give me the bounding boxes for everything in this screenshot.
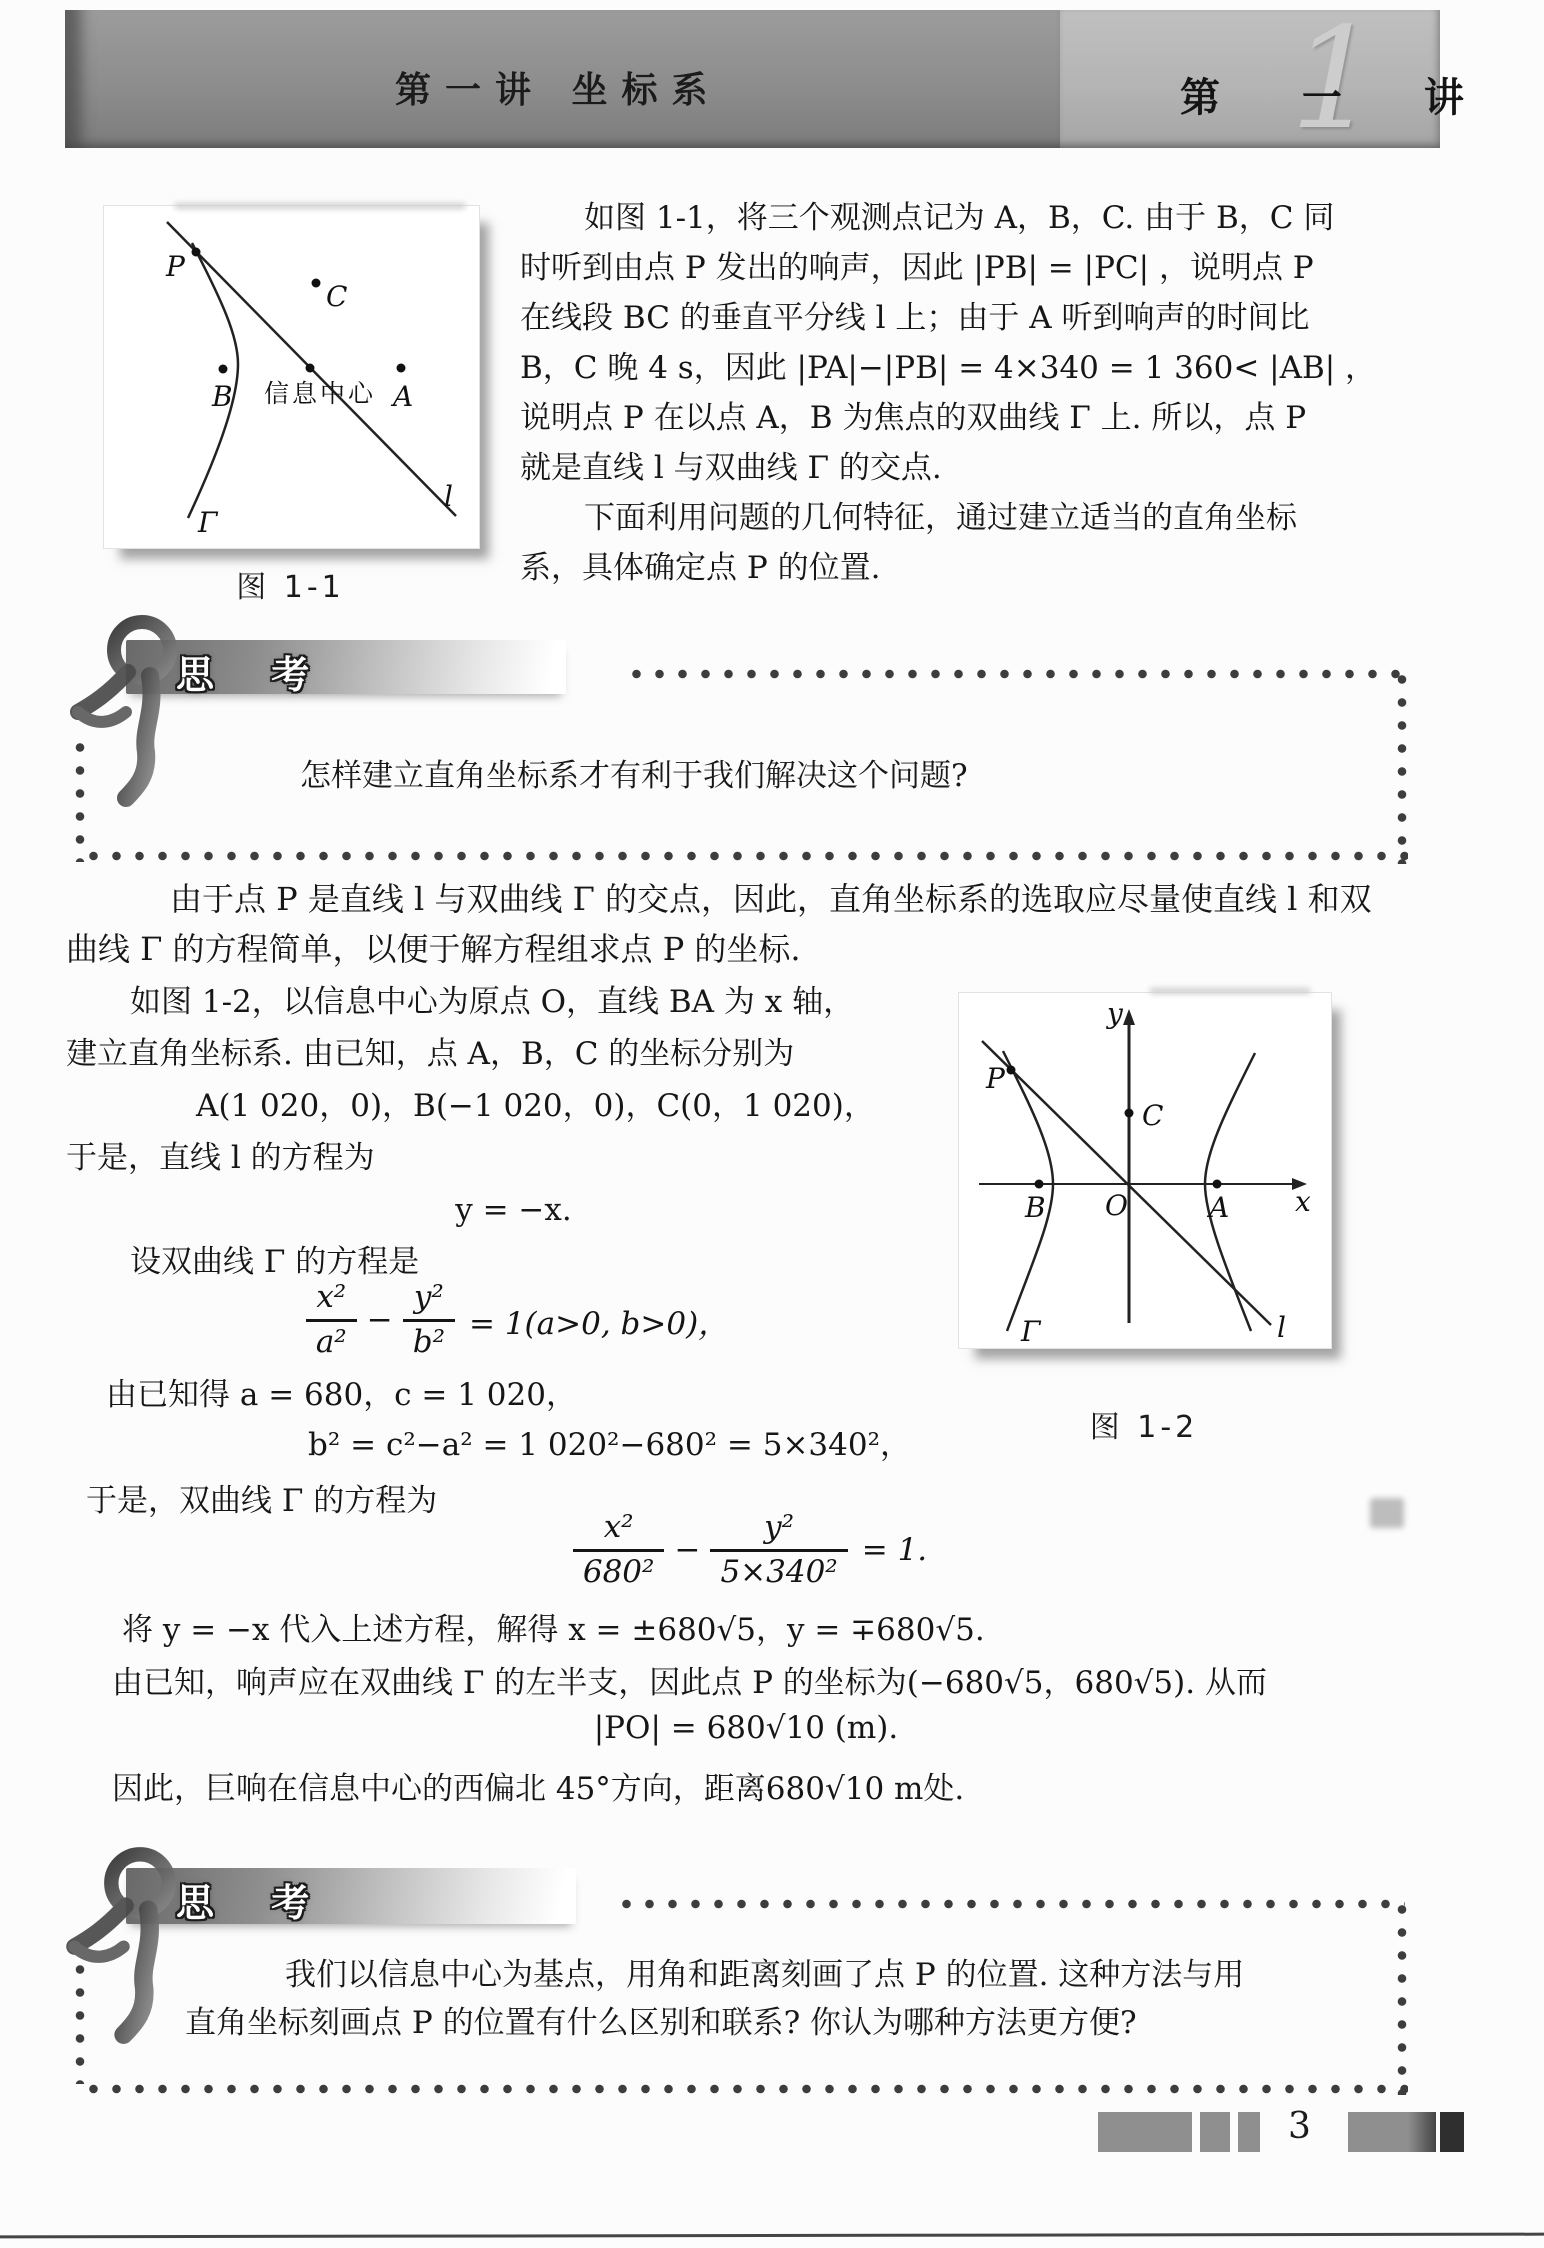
text-line: 如图 1-1，将三个观测点记为 A，B，C. 由于 B，C 同 bbox=[584, 200, 1335, 236]
page-number: 3 bbox=[1288, 2106, 1311, 2147]
key-icon bbox=[62, 608, 262, 808]
fig1-point-b bbox=[219, 365, 228, 374]
think1-question: 怎样建立直角坐标系才有利于我们解决这个问题? bbox=[300, 758, 968, 794]
think1-border-right bbox=[1396, 668, 1408, 864]
fig1-label-a: A bbox=[393, 380, 414, 413]
math-line-po-distance: |PO| = 680√10 (m). bbox=[593, 1710, 899, 1746]
fig1-label-p: P bbox=[166, 250, 185, 283]
footer-block bbox=[1348, 2112, 1436, 2152]
fig2-y-arrow bbox=[1123, 1009, 1135, 1025]
fig2-label-o: O bbox=[1105, 1189, 1128, 1222]
fig2-label-p: P bbox=[986, 1062, 1005, 1095]
footer-block bbox=[1098, 2112, 1192, 2152]
math-line-thus: 于是，双曲线 Γ 的方程为 bbox=[86, 1483, 438, 1519]
fig1-point-a bbox=[397, 364, 406, 373]
fig2-point-c bbox=[1125, 1109, 1134, 1118]
math-line-given: 由已知得 a = 680，c = 1 020， bbox=[106, 1377, 577, 1413]
scan-edge-line bbox=[0, 2233, 1544, 2239]
text-line: 在线段 BC 的垂直平分线 l 上；由于 A 听到响声的时间比 bbox=[520, 300, 1310, 336]
text-line: 设双曲线 Γ 的方程是 bbox=[130, 1244, 420, 1280]
figure-1-1 bbox=[103, 205, 480, 549]
header-right-tab bbox=[1060, 0, 1498, 161]
text-line: 由于点 P 是直线 l 与双曲线 Γ 的交点，因此，直角坐标系的选取应尽量使直线 l 和双 bbox=[170, 880, 1372, 918]
figure-1-2-drawing bbox=[959, 993, 1331, 1348]
fig2-label-l: l bbox=[1277, 1311, 1286, 1344]
scan-smudge bbox=[175, 203, 465, 209]
footer-block bbox=[1440, 2112, 1464, 2152]
body-paragraph-2 bbox=[66, 976, 961, 1288]
figure-1-1-drawing bbox=[104, 206, 479, 548]
chapter-tab-label: 第 一 讲 bbox=[1180, 75, 1498, 121]
think2-line-2: 直角坐标刻画点 P 的位置有什么区别和联系? 你认为哪种方法更方便? bbox=[185, 2005, 1137, 2041]
figure-1-2-caption: 图 1-2 bbox=[1089, 1410, 1199, 1445]
fig2-point-b bbox=[1035, 1180, 1044, 1189]
fig2-label-c: C bbox=[1142, 1099, 1164, 1132]
think2-line-1: 我们以信息中心为基点，用角和距离刻画了点 P 的位置. 这种方法与用 bbox=[285, 1957, 1245, 1993]
header-left-band bbox=[65, 10, 1060, 148]
fig1-point-center bbox=[306, 364, 315, 373]
text-line: 如图 1-2，以信息中心为原点 O，直线 BA 为 x 轴， bbox=[130, 984, 855, 1020]
fraction: $\frac{\text{x²}}{\text{a²}}$ bbox=[306, 1280, 357, 1360]
chapter-title: 第一讲 坐标系 bbox=[395, 70, 722, 111]
text-line: A(1 020，0)，B(−1 020，0)，C(0，1 020)， bbox=[196, 1088, 875, 1124]
math-line-branch: 由已知，响声应在双曲线 Γ 的左半支，因此点 P 的坐标为(−680√5，680√5). 从而 bbox=[112, 1665, 1267, 1701]
figure-1-2 bbox=[958, 992, 1332, 1349]
think2-border-right bbox=[1396, 1898, 1408, 2095]
fig2-label-x: x bbox=[1295, 1185, 1311, 1218]
fig1-label-gamma: Γ bbox=[198, 506, 218, 539]
figure-1-1-caption: 图 1-1 bbox=[236, 570, 345, 605]
fraction: $\frac{\text{x²}}{\text{680²}}$ bbox=[573, 1510, 665, 1590]
fig1-point-p bbox=[192, 248, 201, 257]
think2-border-bottom bbox=[82, 2083, 1408, 2095]
text-line: 时听到由点 P 发出的响声，因此 |PB| = |PC| ，说明点 P bbox=[520, 250, 1314, 286]
fig1-point-c bbox=[312, 279, 321, 288]
fig2-label-y: y bbox=[1107, 997, 1123, 1030]
chapter-numeral: 1 bbox=[1290, 0, 1380, 161]
text-line: 曲线 Γ 的方程简单，以便于解方程组求点 P 的坐标. bbox=[66, 930, 801, 968]
math-line-conclusion: 因此，巨响在信息中心的西偏北 45°方向，距离680√10 m处. bbox=[112, 1771, 965, 1807]
fraction: $\frac{\text{y²}}{\text{5×340²}}$ bbox=[710, 1510, 847, 1590]
text-line: 就是直线 l 与双曲线 Γ 的交点. bbox=[520, 450, 942, 486]
fig2-point-p bbox=[1007, 1066, 1016, 1075]
math-line-b-squared: b² = c²−a² = 1 020²−680² = 5×340²， bbox=[308, 1427, 912, 1463]
text-line: 说明点 P 在以点 A，B 为焦点的双曲线 Γ 上. 所以，点 P bbox=[520, 400, 1307, 436]
fig2-label-b: B bbox=[1025, 1191, 1046, 1224]
fig2-label-a: A bbox=[1209, 1191, 1230, 1224]
fig1-label-center: 信息中心 bbox=[263, 379, 377, 408]
think1-label: 思 考 bbox=[176, 653, 332, 697]
equation-gamma-general: $\frac{\text{x²}}{\text{a²}}$ − $\frac{\text{y²}}{\text{b²}}$ = 1(a>0, b>0)， bbox=[66, 1278, 961, 1362]
fraction: $\frac{\text{y²}}{\text{b²}}$ bbox=[403, 1280, 455, 1360]
text-line: y = −x. bbox=[455, 1192, 572, 1228]
fig2-point-a bbox=[1213, 1180, 1222, 1189]
think1-border-top bbox=[625, 668, 1405, 680]
fig1-label-l: l bbox=[444, 480, 453, 513]
footer-block bbox=[1238, 2112, 1260, 2152]
fig1-label-b: B bbox=[212, 380, 233, 413]
footer-block bbox=[1200, 2112, 1230, 2152]
intro-paragraph bbox=[520, 193, 1510, 593]
text-line: 于是，直线 l 的方程为 bbox=[66, 1140, 375, 1176]
equation-gamma-specific: $\frac{\text{x²}}{\text{680²}}$ − $\frac{\text{y²}}{\text{5×340²}}$ = 1. bbox=[66, 1508, 1426, 1592]
text-line: 系，具体确定点 P 的位置. bbox=[520, 550, 881, 586]
body-paragraph-1 bbox=[66, 874, 1496, 974]
text-line: B，C 晚 4 s，因此 |PA|−|PB| = 4×340 = 1 360< |AB| ， bbox=[520, 350, 1377, 386]
think1-border-bottom bbox=[82, 850, 1408, 862]
header-bar bbox=[65, 0, 1498, 161]
think2-border-top bbox=[615, 1898, 1405, 1910]
think2-label: 思 考 bbox=[176, 1881, 332, 1925]
text-line: 建立直角坐标系. 由已知，点 A，B，C 的坐标分别为 bbox=[66, 1036, 795, 1072]
scan-smudge bbox=[1150, 988, 1310, 994]
math-line-substitution: 将 y = −x 代入上述方程，解得 x = ±680√5，y = ∓680√5. bbox=[122, 1612, 985, 1648]
fig1-label-c: C bbox=[326, 280, 348, 313]
text-line: 下面利用问题的几何特征，通过建立适当的直角坐标 bbox=[584, 500, 1297, 536]
fig2-label-gamma: Γ bbox=[1021, 1315, 1041, 1348]
